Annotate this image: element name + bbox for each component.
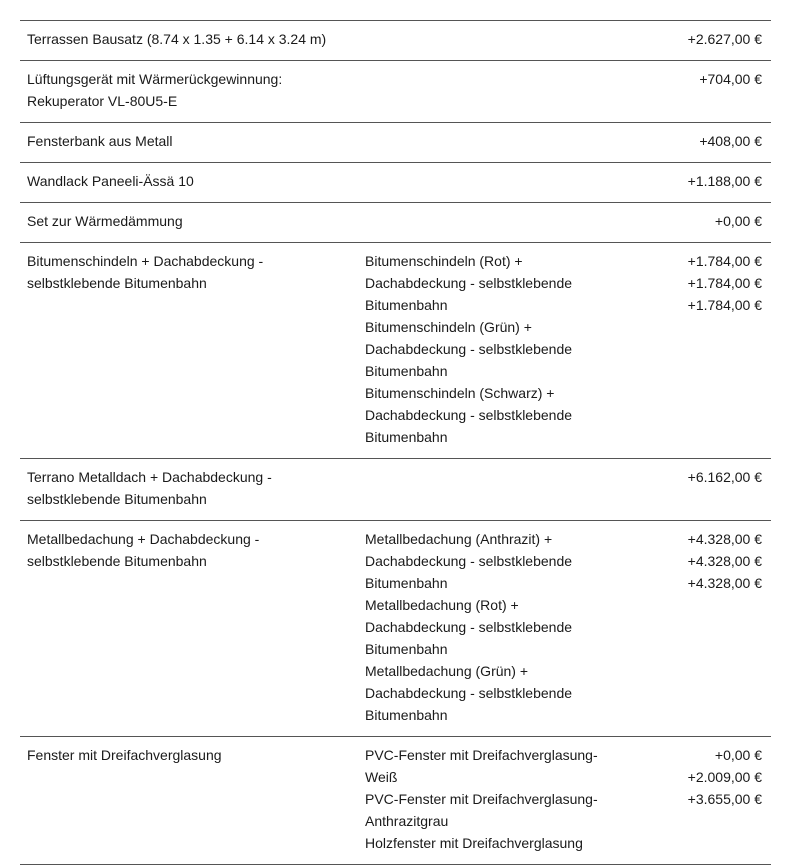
table-row	[20, 123, 771, 163]
table-row	[20, 459, 771, 521]
price-line: +4.328,00 €	[687, 531, 762, 547]
item-price	[587, 210, 771, 232]
item-name-line: Lüftungsgerät mit Wärmerückgewinnung:	[27, 71, 283, 87]
option-line: Dachabdeckung - selbstklebende	[365, 407, 573, 423]
item-name	[20, 210, 587, 232]
item-name-line: Wandlack Paneeli-Ässä 10	[27, 173, 194, 189]
price-line: +2.627,00 €	[687, 31, 762, 47]
item-name	[20, 170, 587, 192]
price-line: +1.784,00 €	[687, 297, 762, 313]
item-name-line: Metallbedachung + Dachabdeckung -	[27, 531, 260, 547]
option-line: Metallbedachung (Grün) +	[365, 663, 529, 679]
table-row	[20, 243, 771, 459]
table-row	[20, 163, 771, 203]
item-name-line: selbstklebende Bitumenbahn	[27, 491, 207, 507]
option-line: Dachabdeckung - selbstklebende	[365, 553, 573, 569]
option-line: Bitumenschindeln (Rot) +	[365, 253, 523, 269]
item-name-line: selbstklebende Bitumenbahn	[27, 275, 207, 291]
item-name-line: Fensterbank aus Metall	[27, 133, 173, 149]
price-line: +3.655,00 €	[687, 791, 762, 807]
price-line: +1.784,00 €	[687, 253, 762, 269]
item-price	[587, 28, 771, 50]
option-line: Bitumenbahn	[365, 429, 448, 445]
item-options	[365, 250, 627, 448]
option-line: Metallbedachung (Anthrazit) +	[365, 531, 553, 547]
price-line: +0,00 €	[714, 747, 762, 763]
price-line: +4.328,00 €	[687, 553, 762, 569]
item-name-line: Fenster mit Dreifachverglasung	[27, 747, 222, 763]
price-line: +1.188,00 €	[687, 173, 762, 189]
table-row	[20, 521, 771, 737]
option-line: Dachabdeckung - selbstklebende	[365, 275, 573, 291]
option-line: Dachabdeckung - selbstklebende	[365, 685, 573, 701]
price-line: +0,00 €	[714, 213, 762, 229]
option-line: PVC-Fenster mit Dreifachverglasung-	[365, 747, 598, 763]
item-name	[20, 744, 365, 854]
item-name-line: Bitumenschindeln + Dachabdeckung -	[27, 253, 264, 269]
price-line: +2.009,00 €	[687, 769, 762, 785]
item-price	[627, 250, 771, 448]
table-row	[20, 21, 771, 61]
item-price	[627, 528, 771, 726]
option-line: Anthrazitgrau	[365, 813, 449, 829]
item-price	[627, 744, 771, 854]
option-line: Bitumenschindeln (Schwarz) +	[365, 385, 555, 401]
item-name-line: Terrassen Bausatz (8.74 x 1.35 + 6.14 x 3.24 m)	[27, 31, 327, 47]
option-line: Metallbedachung (Rot) +	[365, 597, 519, 613]
option-line: Bitumenbahn	[365, 297, 448, 313]
option-line: Bitumenbahn	[365, 575, 448, 591]
price-line: +1.784,00 €	[687, 275, 762, 291]
price-line: +408,00 €	[699, 133, 762, 149]
table-row	[20, 737, 771, 865]
option-line: Dachabdeckung - selbstklebende	[365, 341, 573, 357]
option-line: Holzfenster mit Dreifachverglasung	[365, 835, 583, 851]
price-line: +704,00 €	[699, 71, 762, 87]
item-price	[587, 130, 771, 152]
item-price	[587, 68, 771, 112]
price-summary-table	[20, 20, 771, 865]
item-name-line: selbstklebende Bitumenbahn	[27, 553, 207, 569]
item-price	[587, 170, 771, 192]
option-line: Bitumenbahn	[365, 707, 448, 723]
item-name-line: Terrano Metalldach + Dachabdeckung -	[27, 469, 272, 485]
price-line: +6.162,00 €	[687, 469, 762, 485]
option-line: Bitumenbahn	[365, 641, 448, 657]
item-name	[20, 68, 587, 112]
item-name	[20, 466, 587, 510]
item-name	[20, 130, 587, 152]
table-row	[20, 61, 771, 123]
item-name-line: Rekuperator VL-80U5-E	[27, 93, 178, 109]
item-name-line: Set zur Wärmedämmung	[27, 213, 183, 229]
item-options	[365, 744, 627, 854]
item-name	[20, 28, 587, 50]
item-name	[20, 250, 365, 448]
option-line: Bitumenbahn	[365, 363, 448, 379]
option-line: PVC-Fenster mit Dreifachverglasung-	[365, 791, 598, 807]
item-price	[587, 466, 771, 510]
item-options	[365, 528, 627, 726]
option-line: Bitumenschindeln (Grün) +	[365, 319, 532, 335]
option-line: Weiß	[365, 769, 398, 785]
option-line: Dachabdeckung - selbstklebende	[365, 619, 573, 635]
table-row	[20, 203, 771, 243]
item-name	[20, 528, 365, 726]
price-line: +4.328,00 €	[687, 575, 762, 591]
